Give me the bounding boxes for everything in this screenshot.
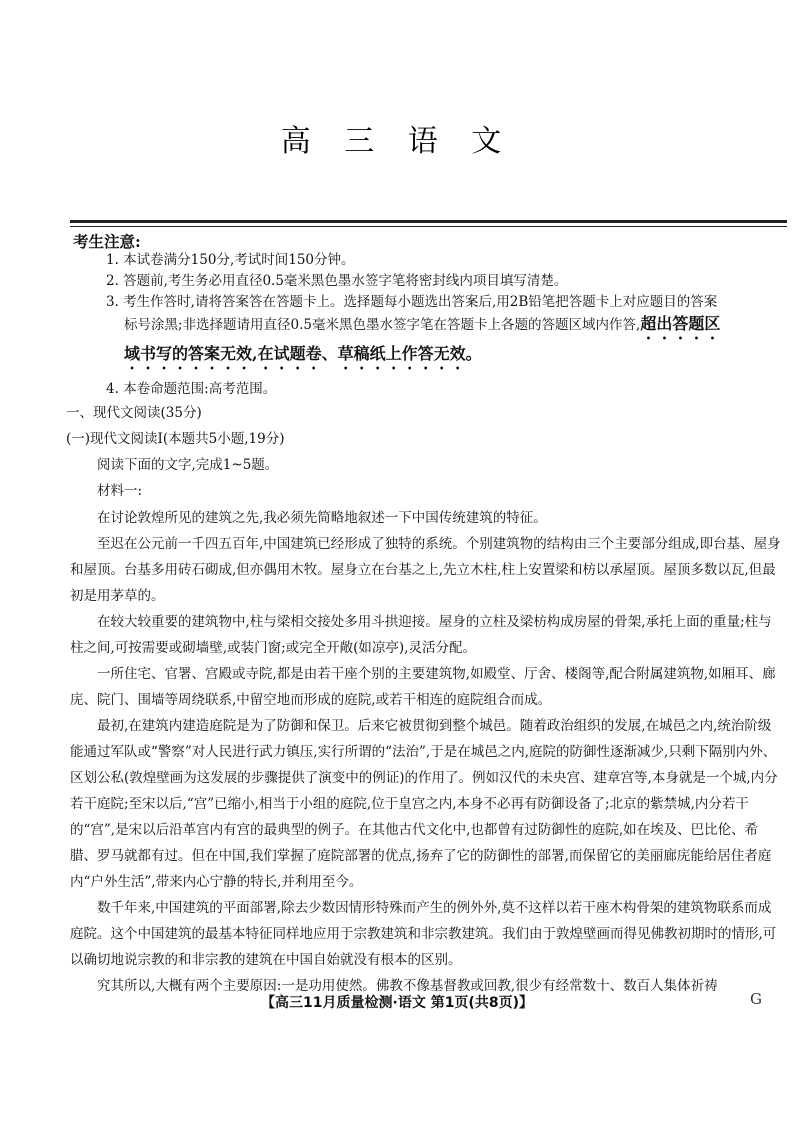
notice-heading: 考生注意:	[73, 232, 141, 251]
reading-passage	[70, 505, 782, 999]
corner-mark: G	[750, 990, 762, 1008]
passage-paragraph-2: 至迟在公元前一千四五百年,中国建筑已经形成了独特的系统。个别建筑物的结构由三个主要部分组成,即台基、屋身和屋顶。台基多用砖石砌成,但亦偶用木牧。屋身立在台基之上,先立木柱,柱上安置梁和枋以承屋顶。屋顶多数以瓦,但最初是用茅草的。	[70, 536, 781, 604]
notice-item-3-line-3: 域书写的答案无效,在试题卷、草稿纸上作答无效。	[124, 344, 482, 363]
passage-paragraph-7: 究其所以,大概有两个主要原因:一是功用使然。佛教不像基督教或回教,很少有经常数十、数百人集体祈祷	[97, 978, 718, 994]
notice-item-3-line-1: 3. 考生作答时,请将答案答在答题卡上。选择题每小题选出答案后,用2B铅笔把答题卡上对应题目的答案	[106, 294, 718, 310]
page-title: 高 三 语 文	[280, 124, 514, 159]
reading-instruction: 阅读下面的文字,完成1~5题。	[97, 457, 279, 473]
section-heading: 一、现代文阅读(35分)	[66, 405, 202, 421]
notice-item-2: 2. 答题前,考生务必用直径0.5毫米黑色墨水签字笔将密封线内项目填写清楚。	[106, 273, 568, 289]
notice-item-3-emphasis: 超出答题区	[640, 314, 721, 333]
header-rule-thin	[70, 226, 787, 227]
material-label: 材料一:	[97, 483, 143, 499]
section-header	[66, 400, 782, 504]
notice-item-3-line-2: 标号涂黑;非选择题请用直径0.5毫米黑色墨水签字笔在答题卡上各题的答题区域内作答,	[124, 317, 641, 333]
passage-paragraph-1: 在讨论敦煌所见的建筑之先,我必须先简略地叙述一下中国传统建筑的特征。	[97, 510, 547, 526]
page-footer: 【高三11月质量检测·语文 第1页(共8页)】	[261, 995, 533, 1011]
passage-paragraph-6: 数千年来,中国建筑的平面部署,除去少数因情形特殊而产生的例外外,莫不这样以若干座木构骨架的建筑物联系而成庭院。这个中国建筑的最基本特征同样地应用于宗教建筑和非宗教建筑。我们由于敦煌壁画而得见佛教初期时的情形,可以确切地说宗教的和非宗教的建筑在中国自始就没有根本的区别。	[70, 900, 777, 968]
header-rule-thick	[70, 220, 787, 223]
notice-item-4: 4. 本卷命题范围:高考范围。	[106, 381, 277, 397]
passage-paragraph-4: 一所住宅、官署、宫殿或寺院,都是由若干座个别的主要建筑物,如殿堂、厅舍、楼阁等,配合附属建筑物,如厢耳、廊庑、院门、围墙等周绕联系,中留空地而形成的庭院,或若干相连的庭院组合而成。	[70, 666, 776, 708]
passage-paragraph-3: 在较大较重要的建筑物中,柱与梁相交接处多用斗拱迎接。屋身的立柱及梁枋构成房屋的骨架,承托上面的重量;柱与柱之间,可按需要或砌墙壁,或装门窗;或完全开敞(如凉亭),灵活分配。	[70, 614, 772, 656]
notice-item-1: 1. 本试卷满分150分,考试时间150分钟。	[106, 252, 355, 268]
notice-item-3	[106, 292, 766, 373]
notice-list	[106, 250, 766, 400]
passage-paragraph-5: 最初,在建筑内建造庭院是为了防御和保卫。后来它被贯彻到整个城邑。随着政治组织的发展,在城邑之内,统治阶级能通过军队或“警察”对人民进行武力镇压,实行所谓的“法治”,于是在城邑之内,庭院的防御性逐渐减少,只剩下隔别内外、区划公私(敦煌壁画为这发展的步骤提供了演变中的例证)的作用了。例如汉代的未央宫、建章宫等,本身就是一个城,内分若干庭院;至宋以后,“宫”已缩小,相当于小组的庭院,位于皇宫之内,本身不必再有防御设备了;北京的紫禁城,内分若干的“宫”,是宋以后沿革宫内有宫的最典型的例子。在其他古代文化中,也都曾有过防御性的庭院,如在埃及、巴比伦、希腊、罗马就都有过。但在中国,我们掌握了庭院部署的优点,扬弃了它的防御性的部署,而保留它的美丽廊庑能给居住者庭内“户外生活”,带来内心宁静的特长,并利用至今。	[70, 718, 778, 890]
subsection-heading: (一)现代文阅读Ⅰ(本题共5小题,19分)	[66, 431, 285, 447]
